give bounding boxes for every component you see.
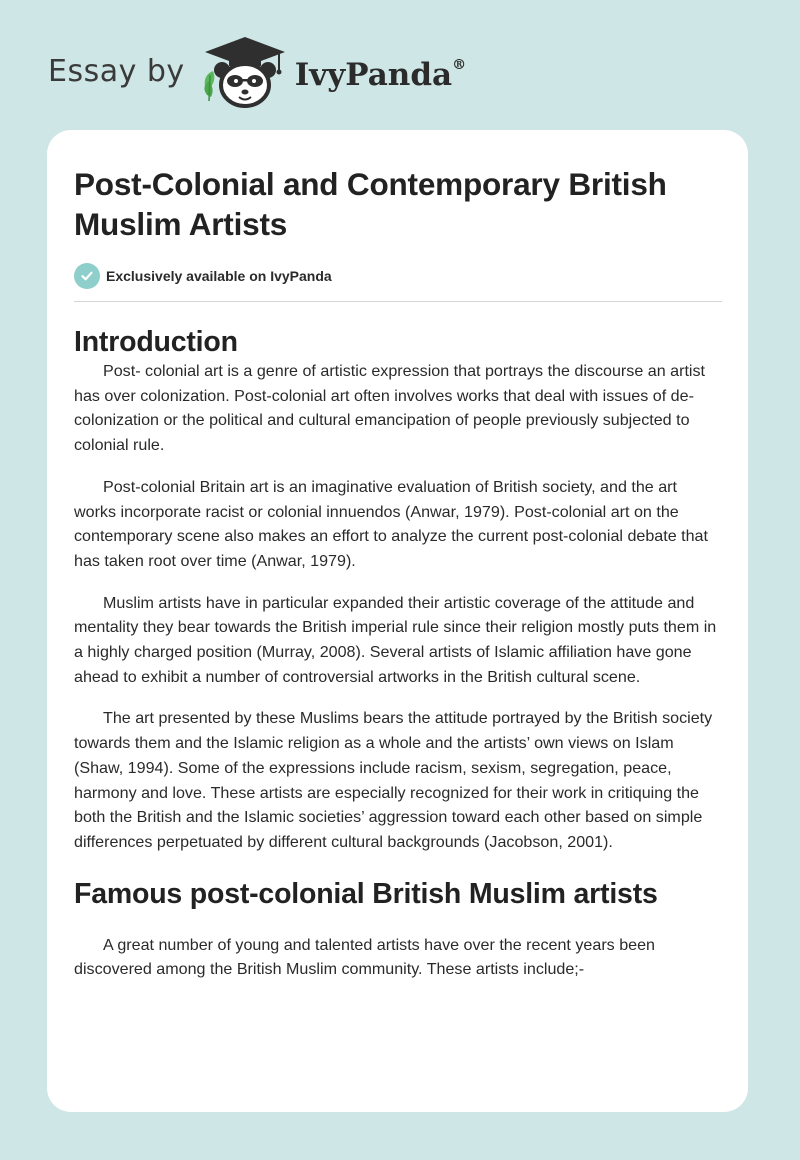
title-line-2: Muslim Artists: [74, 206, 288, 242]
article-card: [47, 130, 748, 1112]
exclusive-badge: [74, 263, 722, 289]
paragraph: Muslim artists have in particular expanded their artistic coverage of the attitude and mentality they bear towards the British imperial rule since their religion mostly puts them in a highly charged position (Murray, 2008). Several artists of Islamic affiliation have gone ahead to exhibit a number of controversial artworks in the British cultural scene.: [74, 593, 717, 686]
checkmark-icon: [74, 263, 100, 289]
essay-by-label: Essay by: [48, 54, 185, 89]
site-header: [48, 36, 466, 108]
paragraph: A great number of young and talented artists have over the recent years been discovered among the British Muslim community. These artists include;-: [74, 935, 656, 979]
section-introduction: [74, 325, 722, 855]
exclusive-badge-label: Exclusively available on IvyPanda: [106, 268, 332, 284]
brand-name[interactable]: [294, 56, 467, 93]
brand-label: IvyPanda: [294, 56, 453, 93]
registered-mark: ®: [452, 56, 467, 73]
title-line-1: Post-Colonial and Contemporary British: [74, 166, 667, 202]
section-heading-famous-artists: Famous post-colonial British Muslim artists: [74, 877, 658, 910]
paragraph: Post-colonial Britain art is an imaginative evaluation of British society, and the art works incorporate racist or colonial innuendos (Anwar, 1979). Post-colonial art on the contemporary scene also makes an effort to analyze the current post-colonial debate that has taken root over time (Anwar, 1979).: [74, 477, 708, 570]
section-heading-introduction: Introduction: [74, 326, 238, 358]
article-title: [74, 164, 722, 244]
section-famous-artists: [74, 877, 722, 982]
panda-graduation-cap-icon[interactable]: [199, 35, 291, 109]
divider: [74, 301, 722, 302]
paragraph: Post- colonial art is a genre of artistic expression that portrays the discourse an artist has over colonization. Post-colonial art often involves works that deal with issues of de-colonization or the political and cultural emancipation of people previously subjected to colonial rule.: [74, 362, 706, 455]
paragraph: The art presented by these Muslims bears the attitude portrayed by the British society towards them and the Islamic religion as a whole and the artists’ own views on Islam (Shaw, 1994). Some of the expressions include racism, sexism, segregation, peace, harmony and love. These artists are especially recognized for their work in critiquing the both the British and the Islamic societies’ aggression toward each other based on simple differences perpetuated by different cultural backgrounds (Jacobson, 2001).: [74, 709, 713, 851]
